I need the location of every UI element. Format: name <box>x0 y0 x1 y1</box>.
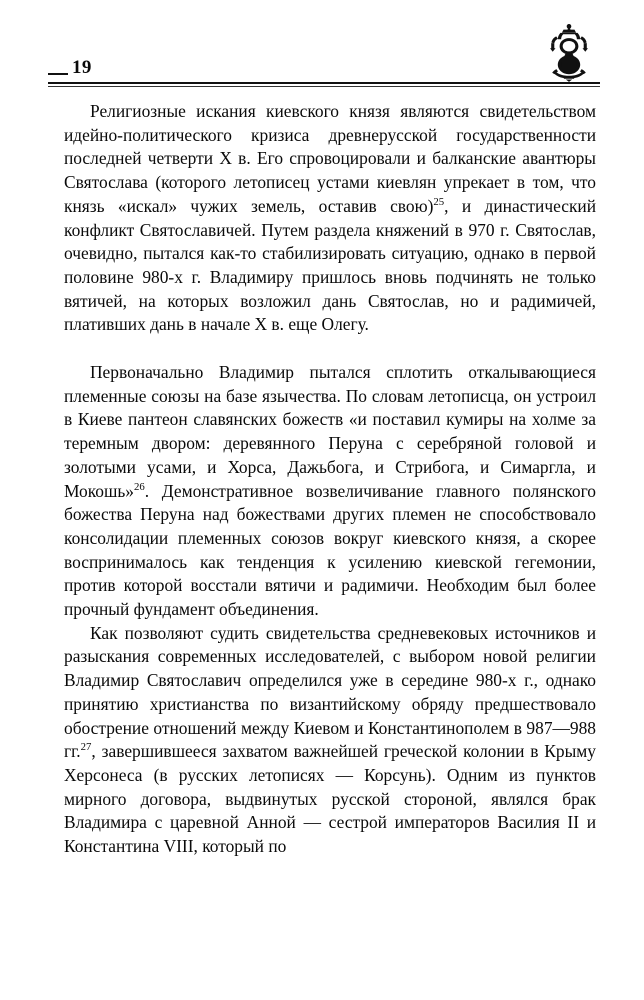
paragraph-spacer <box>64 337 596 361</box>
paragraph-3-text-after-note: , завершившееся захватом важнейшей греческой колонии в Крыму Херсонеса (в русских летописях — Корсунь). Одним из пунктов мирного договора, выдвинутых русской стороной, являлся брак Владимира с царевной Анной — сестрой императоров Василия II и Константина VIII, который по <box>64 741 596 857</box>
footnote-marker-27[interactable]: 27 <box>80 741 92 754</box>
header-rule-thin <box>48 86 600 87</box>
page-number: 19 <box>72 57 92 78</box>
header-rule-thick <box>48 82 600 84</box>
paragraph-2-text-after-note: . Демонстративное возвеличивание главного полянского божества Перуна над божествами других племен не способствовало консолидации племенных союзов вокруг киевского князя, а скорее воспринималось как тенденция к усилению киевской гегемонии, против которой восстали вятичи и радимичи. Необходим был более прочный фундамент объединения. <box>64 480 596 620</box>
footnote-marker-25[interactable]: 25 <box>433 196 445 209</box>
paragraph-1-text-after-note: , и династический конфликт Святославичей. Путем раздела княжений в 970 г. Святослав, очевидно, пытался как-то стабилизировать ситуацию, однако в первой половине 980-х г. Владимиру пришлось вновь подчинять не только вятичей, на которых возложил дань Святослав, но и радимичей, плативших дань в начале X в. еще Олегу. <box>64 195 597 335</box>
paragraph-3-text-before-note: Как позволяют судить свидетельства средневековых источников и разыскания современных исследователей, с выбором новой религии Владимир Святославич определился уже в середине 980-х г., однако принятию христианства по византийскому обряду предшествовало обострение отношений между Киевом и Константинополем в 987—988 гг. <box>64 622 596 762</box>
paragraph-2-text-before-note: Первоначально Владимир пытался сплотить откалывающиеся племенные союзы на базе язычества. По словам летописца, он устроил в Киеве пантеон славянских божеств «и поставил кумиры на холме за теремным двором: деревянного Перуна с серебряной головой и золотыми усами, и Хорса, Дажьбога, и Стрибога, и Симаргла, и Мокошь» <box>64 362 596 501</box>
footnote-marker-26[interactable]: 26 <box>134 480 145 493</box>
paragraph-1-text-before-note: Религиозные искания киевского князя являются свидетельством идейно-политического кризиса древнерусской государственности последней четверти X в. Его спровоцировали и балканские авантюры Святослава (которого летописец устами киевлян упрекает в том, что князь «искал» чужих земель, оставив свою) <box>64 101 596 216</box>
paragraph-1 <box>64 100 596 337</box>
body-text-block <box>64 100 596 859</box>
header-rule <box>48 82 600 88</box>
paragraph-3 <box>64 622 596 859</box>
header-rule-stub <box>48 73 68 75</box>
paragraph-2 <box>64 361 596 622</box>
page-header <box>0 0 644 92</box>
ornamental-vignette-icon <box>538 22 600 84</box>
